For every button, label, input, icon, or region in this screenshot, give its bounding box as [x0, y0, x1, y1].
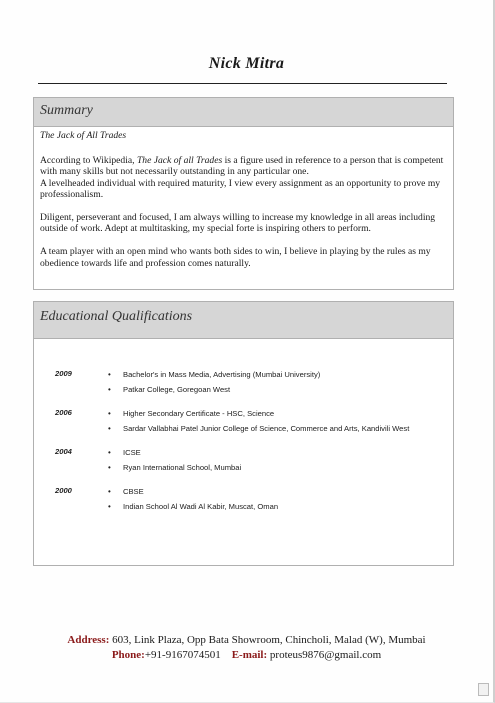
summary-paragraph-4: A team player with an open mind who wants both sides to win, I believe in playing by the rules as my obedience towards life and profession comes naturally.	[40, 246, 431, 269]
education-section	[33, 301, 454, 566]
education-year: 2006	[55, 408, 72, 417]
contact-line	[0, 648, 493, 663]
summary-paragraph-3: Diligent, perseverant and focused, I am always willing to increase my knowledge in all areas including outside of work. Adept at multitasking, my special forte is inspiring others to perform.	[40, 212, 436, 235]
summary-section	[33, 97, 454, 290]
education-items	[108, 446, 427, 475]
address-label: Address:	[67, 634, 110, 646]
education-item: • CBSE	[108, 485, 427, 500]
name-divider	[38, 83, 447, 84]
education-items	[108, 485, 427, 514]
education-year: 2004	[55, 447, 72, 456]
address-value: 603, Link Plaza, Opp Bata Showroom, Chincholi, Malad (W), Mumbai	[109, 634, 426, 646]
education-items	[108, 368, 427, 397]
summary-paragraph-2: A levelheaded individual with required maturity, I view every assignment as an opportunity to prove my professionalism.	[40, 177, 441, 200]
education-entry	[34, 446, 453, 475]
summary-paragraph-1	[40, 155, 448, 177]
phone-label: Phone:	[111, 648, 145, 661]
education-item: • Sardar Vallabhai Patel Junior College of Science, Commerce and Arts, Kandivili West	[108, 422, 427, 437]
education-item: • Indian School Al Wadi Al Kabir, Muscat, Oman	[108, 500, 427, 515]
education-year: 2000	[55, 486, 72, 495]
summary-p1-rest: is a figure used in reference to a person that is competent with many skills but not necessarily outstanding in any particular one.	[40, 155, 444, 178]
education-entry	[34, 485, 453, 514]
education-item: • Higher Secondary Certificate - HSC, Science	[108, 407, 427, 422]
page-corner-icon	[478, 683, 489, 696]
education-entry	[34, 368, 453, 397]
email-label: E-mail:	[231, 648, 268, 661]
education-entry	[34, 407, 453, 436]
candidate-name: Nick Mitra	[208, 55, 285, 72]
address-line	[0, 633, 493, 648]
education-items	[108, 407, 427, 436]
education-item: • Ryan International School, Mumbai	[108, 461, 427, 476]
contact-footer	[0, 633, 493, 662]
education-heading: Educational Qualifications	[34, 302, 453, 339]
education-body	[34, 339, 453, 514]
summary-body	[34, 127, 453, 269]
email-value[interactable]: proteus9876@gmail.com	[267, 648, 382, 661]
summary-p1-italic: The Jack of all Trades	[136, 155, 223, 167]
summary-p1-lead: According to Wikipedia,	[40, 155, 137, 167]
education-item: • ICSE	[108, 446, 427, 461]
education-item: • Patkar College, Goregoan West	[108, 383, 427, 398]
summary-tagline: The Jack of All Trades	[40, 130, 127, 141]
phone-value: +91-9167074501	[144, 648, 221, 661]
summary-heading: Summary	[34, 98, 453, 127]
education-year: 2009	[55, 369, 72, 378]
education-item: • Bachelor's in Mass Media, Advertising (Mumbai University)	[108, 368, 427, 383]
